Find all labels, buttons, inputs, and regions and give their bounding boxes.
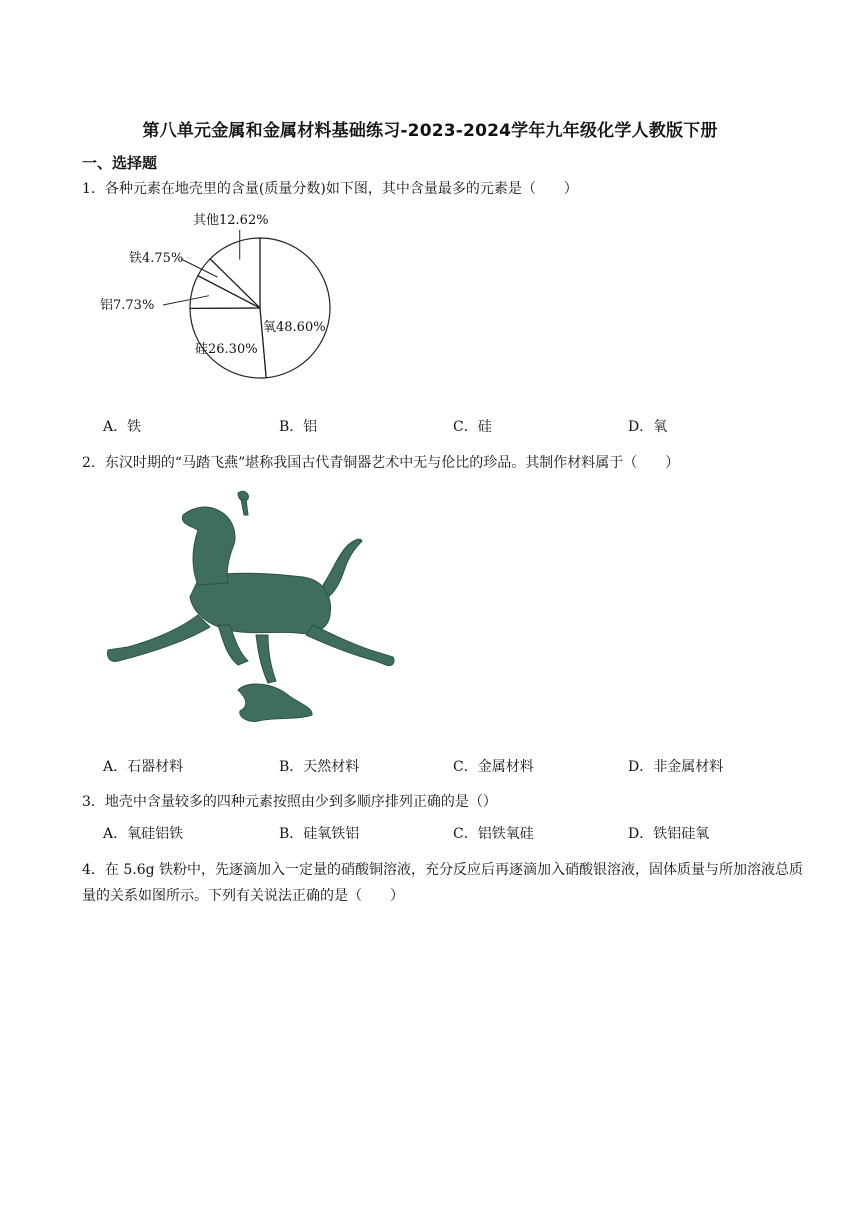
pie-slice [190,276,260,309]
option-c[interactable]: C．金属材料 [453,759,534,775]
pie-label: 铝7.73% [100,298,155,313]
pie-label: 铁4.75% [129,251,184,266]
document-title: 第八单元金属和金属材料基础练习-2023-2024学年九年级化学人教版下册 [142,121,718,141]
question-2-stem: 2．东汉时期的“马踏飞燕”堪称我国古代青铜器艺术中无与伦比的珍品。其制作材料属于（ ） [82,455,680,471]
option-a[interactable]: A．石器材料 [103,759,184,775]
pie-leader-line [163,296,209,305]
option-d[interactable]: D．铁铝硅氧 [628,826,710,842]
option-b[interactable]: B．铝 [279,419,318,435]
question-3-stem: 3．地壳中含量较多的四种元素按照由少到多顺序排列正确的是（） [82,794,497,810]
option-a[interactable]: A．氧硅铝铁 [103,826,184,842]
option-a[interactable]: A．铁 [103,419,142,435]
section-heading: 一、选择题 [82,154,158,172]
option-b[interactable]: B．天然材料 [279,759,360,775]
pie-slice [210,238,260,308]
pie-slice [260,238,330,378]
pie-label: 氧48.60% [263,320,326,335]
pie-slice [198,259,260,308]
option-c[interactable]: C．硅 [453,419,492,435]
pie-label: 硅26.30% [195,342,258,357]
option-d[interactable]: D．氧 [628,419,668,435]
option-b[interactable]: B．硅氧铁铝 [279,826,360,842]
pie-label: 其他12.62% [193,213,269,228]
bronze-horse-image [98,485,403,735]
pie-chart [95,205,345,405]
question-4-stem: 4．在 5.6g 铁粉中，先逐滴加入一定量的硝酸铜溶液，充分反应后再逐滴加入硝酸银溶液，固体质量与所加溶液总质量的关系如图所示。下列有关说法正确的是（ ） [82,862,804,904]
option-d[interactable]: D．非金属材料 [628,759,724,775]
question-1-stem: 1．各种元素在地壳里的含量(质量分数)如下图，其中含量最多的元素是（ ） [82,181,578,197]
option-c[interactable]: C．铝铁氧硅 [453,826,534,842]
